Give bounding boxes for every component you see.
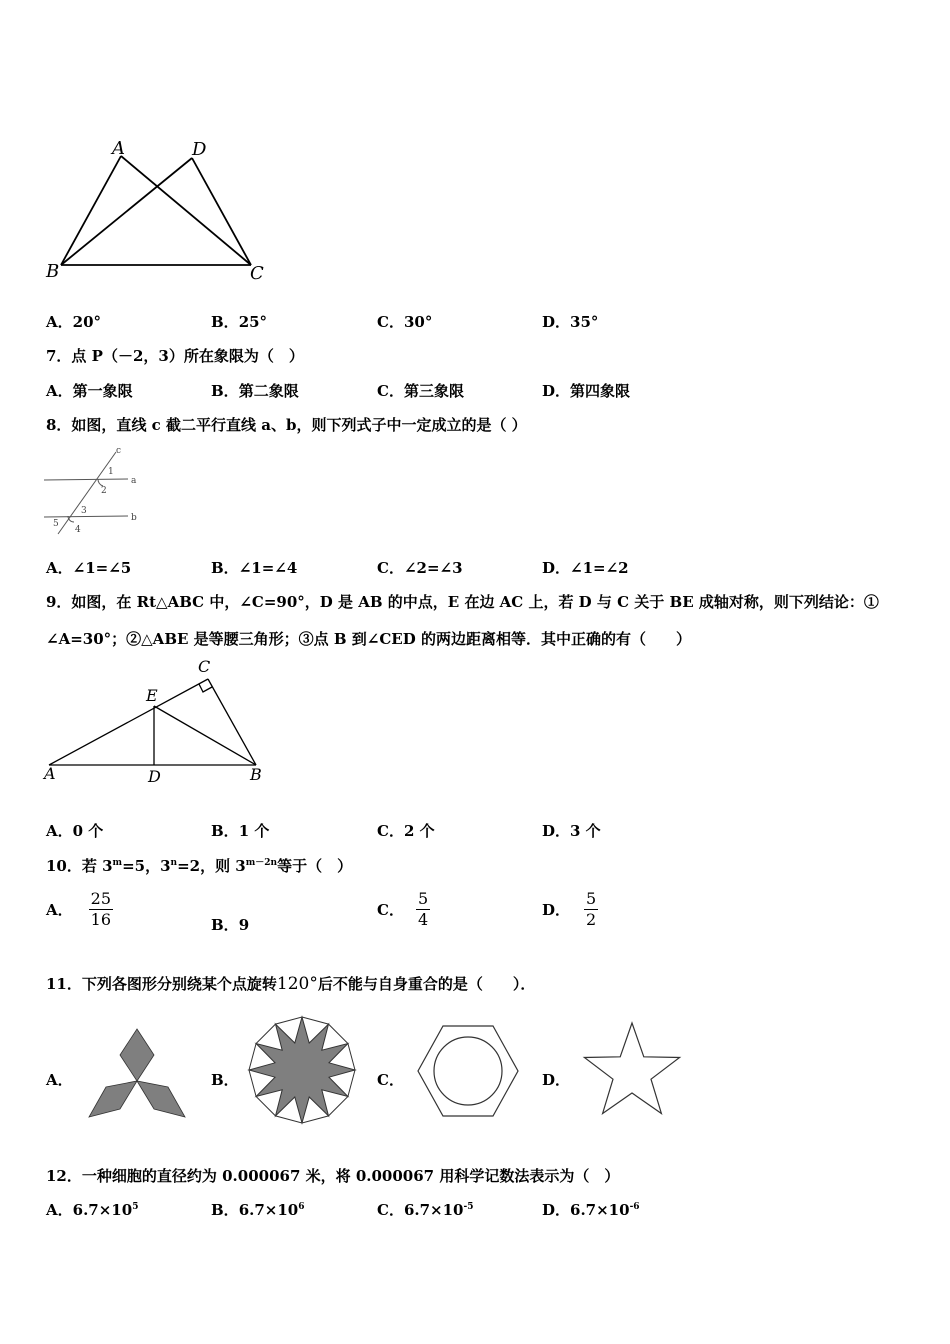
- q9-label-a: A: [44, 764, 56, 783]
- q11-stem-post: 后不能与自身重合的是（ ）．: [317, 975, 536, 993]
- option-letter: B．: [211, 382, 239, 400]
- q10-option-d[interactable]: [542, 889, 598, 930]
- option-text: 9: [238, 916, 250, 934]
- q11-five-point-star-figure[interactable]: [580, 1017, 684, 1119]
- q11-three-diamonds-figure[interactable]: [84, 1025, 190, 1121]
- option-text: ∠1=∠5: [72, 559, 132, 577]
- q9-option-c[interactable]: [377, 820, 435, 841]
- q10-stem: [46, 855, 352, 876]
- fraction-numerator: 5: [417, 889, 429, 908]
- option-letter: A．: [46, 901, 73, 919]
- option-letter: A．: [46, 313, 73, 331]
- q10-stem-mid2: =2，则 3: [177, 857, 246, 875]
- option-text: 2 个: [403, 822, 435, 840]
- q9-stem-line1: 9．如图，在 Rt△ABC 中，∠C=90°，D 是 AB 的中点，E 在边 AC 上，若 D 与 C 关于 BE 成轴对称，则下列结论：①: [46, 593, 879, 611]
- q11-option-b[interactable]: [211, 1069, 239, 1090]
- option-text: 35°: [570, 313, 599, 331]
- option-letter: B．: [211, 916, 239, 934]
- q8-label-1: 1: [108, 467, 114, 477]
- option-letter: B．: [211, 313, 239, 331]
- q11-option-a[interactable]: [46, 1069, 73, 1090]
- q6-label-a: A: [112, 138, 125, 159]
- q8-label-5: 5: [53, 519, 59, 529]
- q8-parallel-lines-figure: [40, 442, 150, 537]
- option-text: 3 个: [570, 822, 601, 840]
- option-text: 第一象限: [72, 382, 133, 400]
- option-letter: D．: [542, 1201, 571, 1219]
- option-base: 6.7×10: [238, 1201, 299, 1219]
- q12-stem: 12．一种细胞的直径约为 0.000067 米，将 0.000067 用科学记数法表示为（ ）: [46, 1167, 620, 1185]
- q11-angle: 120°: [276, 974, 318, 994]
- fraction-numerator: 25: [90, 889, 111, 908]
- q11-star-in-polygon-figure[interactable]: [247, 1015, 357, 1125]
- option-text: 20°: [72, 313, 102, 331]
- q6-option-b[interactable]: [211, 311, 267, 332]
- q11-hexagon-circle-figure[interactable]: [413, 1023, 523, 1119]
- option-base: 6.7×10: [570, 1201, 630, 1219]
- q7-option-b[interactable]: [211, 380, 299, 401]
- q8-option-d[interactable]: [542, 557, 629, 578]
- option-exponent: 5: [132, 1202, 139, 1212]
- q6-option-a[interactable]: [46, 311, 101, 332]
- option-letter: D．: [542, 1071, 571, 1089]
- option-exponent: -6: [629, 1202, 640, 1212]
- q8-label-a: a: [131, 476, 137, 486]
- option-text: 1 个: [238, 822, 270, 840]
- q11-stem-pre: 11．下列各图形分别绕某个点旋转: [46, 975, 277, 993]
- option-letter: D．: [542, 822, 571, 840]
- option-letter: D．: [542, 559, 571, 577]
- option-letter: A．: [46, 559, 73, 577]
- q9-stem-line2: ∠A=30°；②△ABE 是等腰三角形；③点 B 到∠CED 的两边距离相等．其中正确的有（ ）: [46, 630, 691, 648]
- option-text: ∠1=∠4: [238, 559, 298, 577]
- q10-option-c[interactable]: [377, 889, 430, 930]
- q11-option-d[interactable]: [542, 1069, 570, 1090]
- q9-label-d: D: [148, 767, 161, 786]
- q10-fraction-c: [416, 889, 430, 930]
- q11-inner-star: [249, 1017, 355, 1123]
- q9-option-b[interactable]: [211, 820, 269, 841]
- q11-stem: [46, 973, 535, 994]
- q6-label-c: C: [250, 263, 264, 284]
- option-letter: D．: [542, 313, 571, 331]
- option-letter: C．: [377, 559, 404, 577]
- q9-label-b: B: [250, 765, 262, 784]
- q10-stem-pre: 10．若 3: [46, 857, 113, 875]
- q9-option-d[interactable]: [542, 820, 601, 841]
- q8-label-b: b: [131, 513, 137, 523]
- q8-label-2: 2: [101, 486, 107, 496]
- q10-exp-n: n: [170, 858, 178, 868]
- q10-stem-mid1: =5，3: [122, 857, 171, 875]
- q9-right-triangle-figure: [40, 655, 280, 790]
- q10-exp-mn: m－2n: [245, 858, 278, 868]
- q7-option-d[interactable]: [542, 380, 630, 401]
- option-base: 6.7×10: [403, 1201, 464, 1219]
- q8-label-4: 4: [75, 525, 81, 535]
- q10-exp-m: m: [112, 858, 123, 868]
- q12-option-b[interactable]: [211, 1199, 305, 1220]
- q10-option-b[interactable]: [211, 914, 249, 935]
- option-letter: C．: [377, 822, 404, 840]
- option-letter: C．: [377, 1071, 404, 1089]
- q10-option-a[interactable]: [46, 889, 113, 930]
- q6-label-b: B: [46, 261, 60, 282]
- option-text: 第三象限: [403, 382, 464, 400]
- option-text: 第四象限: [570, 382, 631, 400]
- option-letter: B．: [211, 1071, 239, 1089]
- q7-stem: 7．点 P（－2，3）所在象限为（ ）: [46, 347, 304, 365]
- q8-stem: 8．如图，直线 c 截二平行直线 a、b，则下列式子中一定成立的是（ ）: [46, 416, 527, 434]
- option-exponent: -5: [463, 1202, 474, 1212]
- q6-option-d[interactable]: [542, 311, 598, 332]
- q10-fraction-d: [584, 889, 598, 930]
- option-letter: B．: [211, 559, 239, 577]
- q11-option-c[interactable]: [377, 1069, 404, 1090]
- option-text: ∠1=∠2: [570, 559, 629, 577]
- option-letter: C．: [377, 901, 404, 919]
- fraction-denominator: 2: [586, 910, 597, 929]
- option-letter: A．: [46, 1201, 73, 1219]
- option-letter: B．: [211, 822, 239, 840]
- q8-option-b[interactable]: [211, 557, 297, 578]
- fraction-denominator: 16: [90, 910, 111, 929]
- option-base: 6.7×10: [72, 1201, 133, 1219]
- q8-option-c[interactable]: [377, 557, 463, 578]
- option-letter: B．: [211, 1201, 239, 1219]
- option-text: 第二象限: [238, 382, 299, 400]
- option-letter: A．: [46, 382, 73, 400]
- option-text: 30°: [403, 313, 433, 331]
- q6-triangle-figure: [40, 135, 280, 285]
- q9-label-e: E: [146, 686, 158, 705]
- option-letter: A．: [46, 822, 73, 840]
- option-letter: D．: [542, 901, 571, 919]
- q9-label-c: C: [198, 657, 211, 676]
- option-text: 25°: [238, 313, 268, 331]
- option-text: ∠2=∠3: [403, 559, 463, 577]
- q12-option-d[interactable]: [542, 1199, 640, 1220]
- q8-label-c: c: [116, 446, 122, 456]
- option-exponent: 6: [298, 1202, 305, 1212]
- q7-option-c[interactable]: [377, 380, 464, 401]
- option-letter: C．: [377, 382, 404, 400]
- fraction-numerator: 5: [586, 889, 597, 908]
- option-letter: C．: [377, 1201, 404, 1219]
- option-text: 0 个: [72, 822, 104, 840]
- q9-option-a[interactable]: [46, 820, 103, 841]
- option-letter: C．: [377, 313, 404, 331]
- q10-fraction-a: [89, 889, 113, 930]
- q10-stem-post: 等于（ ）: [277, 857, 353, 875]
- option-letter: A．: [46, 1071, 73, 1089]
- q12-option-c[interactable]: [377, 1199, 474, 1220]
- fraction-denominator: 4: [417, 910, 429, 929]
- q8-label-3: 3: [81, 506, 87, 516]
- q12-option-a[interactable]: [46, 1199, 138, 1220]
- q6-label-d: D: [192, 139, 207, 160]
- q6-option-c[interactable]: [377, 311, 432, 332]
- option-letter: D．: [542, 382, 571, 400]
- q7-option-a[interactable]: [46, 380, 133, 401]
- q8-option-a[interactable]: [46, 557, 131, 578]
